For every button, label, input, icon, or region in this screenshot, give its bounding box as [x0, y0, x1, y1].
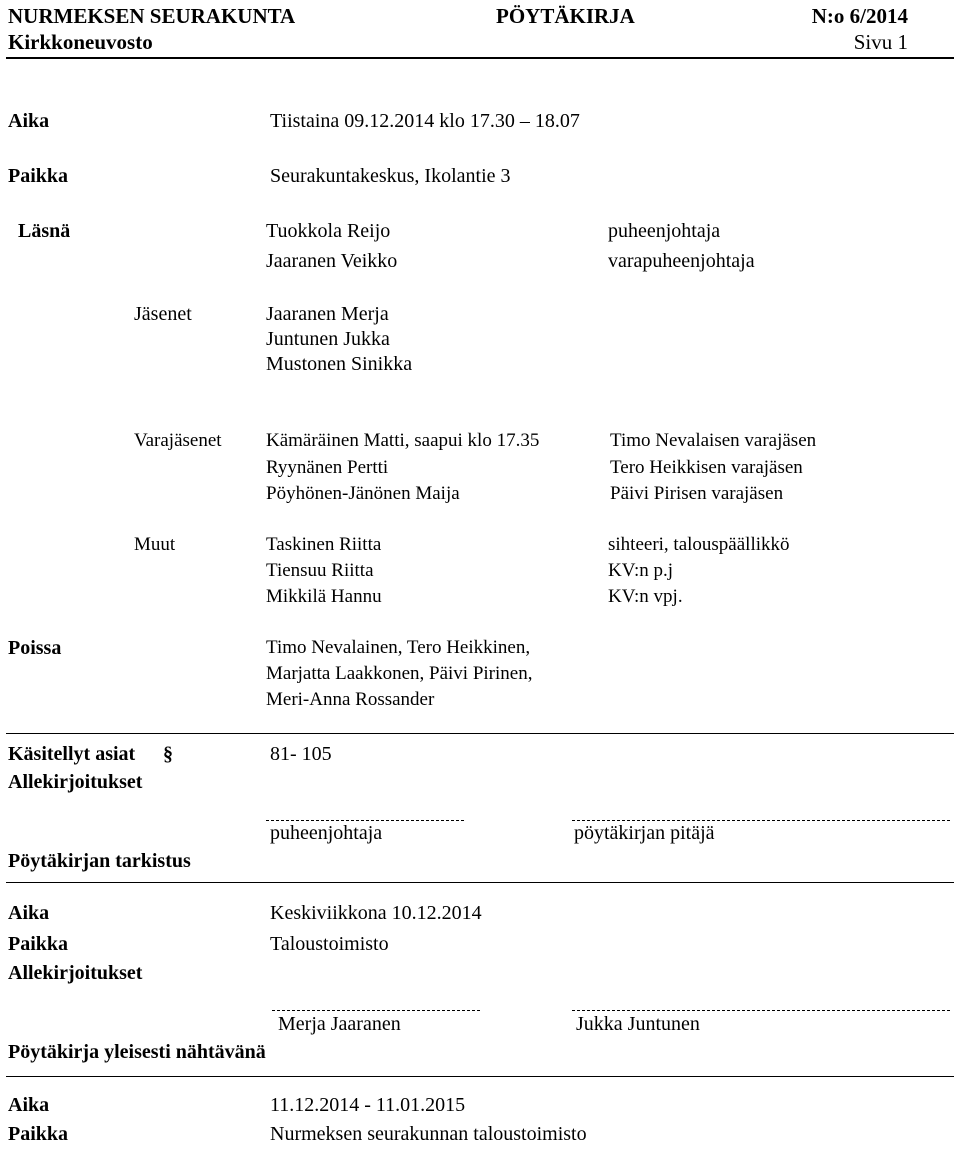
- other-role: sihteeri, talouspäällikkö: [608, 534, 790, 555]
- deputy-role: Tero Heikkisen varajäsen: [610, 457, 803, 478]
- items-label: Käsitellyt asiat: [8, 743, 136, 765]
- document-number: N:o 6/2014: [811, 4, 908, 28]
- deputy-role: Timo Nevalaisen varajäsen: [610, 430, 817, 451]
- other-role: KV:n vpj.: [608, 586, 683, 607]
- public-place-value: Nurmeksen seurakunnan taloustoimisto: [270, 1123, 587, 1145]
- organization-name: NURMEKSEN SEURAKUNTA: [8, 4, 296, 28]
- public-place-label: Paikka: [8, 1123, 69, 1145]
- public-label: Pöytäkirja yleisesti nähtävänä: [8, 1041, 266, 1063]
- members-label: Jäsenet: [134, 303, 192, 325]
- review-place-label: Paikka: [8, 933, 69, 955]
- chair-caption: puheenjohtaja: [270, 822, 383, 844]
- review-place-value: Taloustoimisto: [270, 933, 389, 955]
- document-type: PÖYTÄKIRJA: [496, 4, 635, 28]
- section-rule: [6, 882, 954, 883]
- body-name: Kirkkoneuvosto: [8, 30, 153, 54]
- other-name: Taskinen Riitta: [266, 534, 382, 555]
- deputy-role: Päivi Pirisen varajäsen: [610, 483, 784, 504]
- signatures-label: Allekirjoitukset: [8, 771, 143, 793]
- member-name: Jaaranen Merja: [266, 303, 389, 325]
- deputies-label: Varajäsenet: [134, 430, 222, 451]
- keeper-signature-line: [572, 820, 952, 821]
- absent-line: Timo Nevalainen, Tero Heikkinen,: [266, 637, 531, 658]
- review-time-value: Keskiviikkona 10.12.2014: [270, 902, 482, 924]
- deputy-name: Pöyhönen-Jänönen Maija: [266, 483, 460, 504]
- public-time-value: 11.12.2014 - 11.01.2015: [270, 1094, 466, 1116]
- absent-line: Meri-Anna Rossander: [266, 689, 435, 710]
- present-label: Läsnä: [18, 220, 71, 242]
- meeting-time-label: Aika: [8, 110, 50, 132]
- officer-name: Jaaranen Veikko: [266, 250, 398, 272]
- header-rule: [6, 57, 954, 59]
- section-symbol: §: [163, 743, 173, 765]
- member-name: Mustonen Sinikka: [266, 353, 413, 375]
- meeting-place-value: Seurakuntakeskus, Ikolantie 3: [270, 165, 511, 187]
- deputy-name: Ryynänen Pertti: [266, 457, 389, 478]
- absent-label: Poissa: [8, 637, 62, 659]
- other-role: KV:n p.j: [608, 560, 674, 581]
- section-rule: [6, 1076, 954, 1077]
- officer-name: Tuokkola Reijo: [266, 220, 391, 242]
- keeper-caption: pöytäkirjan pitäjä: [574, 822, 715, 844]
- meeting-place-label: Paikka: [8, 165, 69, 187]
- other-name: Tiensuu Riitta: [266, 560, 374, 581]
- officer-role: puheenjohtaja: [608, 220, 721, 242]
- other-name: Mikkilä Hannu: [266, 586, 382, 607]
- officer-role: varapuheenjohtaja: [608, 250, 755, 272]
- section-rule: [6, 733, 954, 734]
- chair-signature-line: [266, 820, 466, 821]
- reviewer-name: Jukka Juntunen: [576, 1013, 700, 1035]
- review-signatures-label: Allekirjoitukset: [8, 962, 143, 984]
- items-range: 81- 105: [270, 743, 332, 765]
- reviewer-name: Merja Jaaranen: [278, 1013, 401, 1035]
- review-time-label: Aika: [8, 902, 50, 924]
- meeting-time-value: Tiistaina 09.12.2014 klo 17.30 – 18.07: [270, 110, 580, 132]
- others-label: Muut: [134, 534, 176, 555]
- reviewer-signature-line: [272, 1010, 482, 1011]
- deputy-name: Kämäräinen Matti, saapui klo 17.35: [266, 430, 540, 451]
- page-number: Sivu 1: [853, 30, 908, 54]
- reviewer-signature-line: [572, 1010, 952, 1011]
- absent-line: Marjatta Laakkonen, Päivi Pirinen,: [266, 663, 533, 684]
- review-label: Pöytäkirjan tarkistus: [8, 850, 191, 872]
- member-name: Juntunen Jukka: [266, 328, 390, 350]
- public-time-label: Aika: [8, 1094, 50, 1116]
